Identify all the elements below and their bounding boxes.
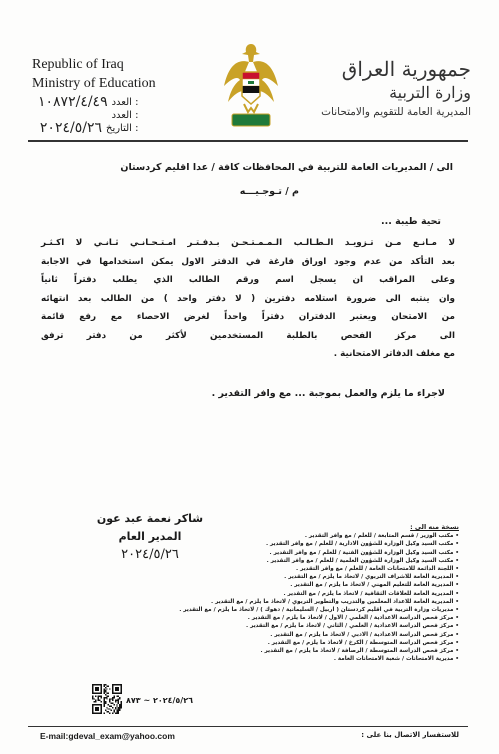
subject-line: م / تـوجـيـــه (239, 186, 299, 197)
letter-body (41, 234, 455, 364)
copy-recipient: • مركز فحص الدراسة المتوسطة / الرصافة / لاتخاذ ما يلزم / مع التقدير . (260, 648, 459, 655)
ref-number-label: العدد : (111, 97, 139, 108)
ref-date-row (38, 122, 139, 135)
ref-number-row (38, 96, 139, 109)
footer-contact: للاستفسار الاتصال بنا على : (361, 731, 459, 739)
copy-recipient: • مركز فحص الدراسة الاعدادية / العلمي / الاول / لاتخاذ ما يلزم / مع التقدير . (247, 615, 459, 622)
footer-email: E-mail:gdeval_exam@yahoo.com (40, 731, 175, 741)
header-arabic (301, 56, 471, 120)
copy-recipient: • مكتب السيد وكيل الوزارة للشؤون الادارية / للعلم / مع وافر التقدير . (265, 541, 459, 548)
copy-recipient: • مكتب السيد وكيل الوزارة للشؤون العلمية / للعلم / مع وافر التقدير . (266, 557, 459, 564)
ref-date-value: ٢٠٢٤/٥/٢٦ (39, 120, 102, 136)
reference-block (38, 96, 139, 135)
copies-title: نسخة منه الى : (410, 523, 459, 531)
header-english (32, 55, 182, 93)
signatory-name: شاكر نعمة عبد عون (96, 512, 204, 525)
greeting-line: تحية طيبة ... (381, 216, 441, 227)
copy-recipient: • المديرية العامة للاشراف التربوي / لاتخاذ ما يلزم / مع التقدير . (284, 574, 459, 581)
ref-number-value: ١٠٨٧٢/٤/٤٩ (38, 94, 108, 110)
footer-divider (28, 726, 468, 727)
body-line: وعلى المراقب ان يسجل اسم ورقم الطالب الذي يطلب دفتراً ثانياً (41, 275, 455, 285)
copy-recipient: • مديرية الامتحانات / شعبة الامتحانات العامة . (333, 656, 459, 663)
ref-no-label: العدد : (111, 110, 139, 121)
copy-recipient: • المديرية العامة للتعليم المهني / لاتخاذ ما يلزم / مع التقدير . (290, 582, 459, 589)
document-number: ٢٠٢٤/٥/٢٦ ~ ٨٧٣ (126, 696, 193, 705)
body-line: وان ينتبه الى ضرورة استلامه دفترين ( لا دفتر واحد ) من الطالب بعد انتهائه (41, 293, 455, 304)
addressee-line: الى / المديريات العامة للتربية في المحافظات كافة / عدا اقليم كردستان (120, 162, 453, 173)
ministry-line: Ministry of Education (32, 76, 156, 91)
qr-code-icon (92, 684, 122, 714)
body-line: مع مغلف الدفاتر الامتحانية . (333, 349, 455, 359)
copy-recipient: • المديرية العامة للاعداد المعلمين والتدريب والتطوير التربوي / لاتخاذ ما يلزم / مع التقدير . (211, 598, 459, 605)
body-line: بعد التأكد من عدم وجود اوراق فارغة في الدفتر الاول يمكن استخدامها في الاجابة (41, 256, 455, 267)
body-line: الى مركز الفحص بالطلبة المستخدمين لأكثر من دفتر ترفق (41, 330, 455, 341)
copy-recipient: • مكتب الوزير / قسم المتابعة / للعلم / مع وافر التقدير . (304, 533, 459, 540)
body-line: لا مـانـع مـن تـزويـد الـطـالـب الـمـمـتـحـن بـدفـتـر امـتـحـانـي ثـانـي لا اكـثـر (41, 238, 455, 248)
copy-recipient: • مركز فحص الدراسة الاعدادية / العلمي / الثاني / لاتخاذ ما يلزم / مع التقدير . (246, 623, 459, 630)
directorate-arabic: المديرية العامة للتقويم والامتحانات (321, 106, 471, 118)
header-divider (28, 140, 468, 142)
copy-recipient: • اللجنة الدائمة للامتحانات العامة / للعلم / مع وافر التقدير . (296, 566, 459, 573)
copies-list (169, 523, 459, 663)
ref-date-label: التاريخ : (105, 123, 139, 134)
copy-recipient: • مديريات وزارة التربية في اقليم كردستان ( اربيل / السليمانية / دهوك ) / لاتخاذ ما يلزم / مع التقدير . (179, 607, 459, 614)
closing-line: لاجراء ما يلزم والعمل بموجبة ... مع وافر التقدير . (211, 388, 445, 399)
copy-recipient: • مركز فحص الدراسة الاعدادية / الادبي / لاتخاذ ما يلزم / مع التقدير . (270, 631, 459, 638)
body-line: من الامتحان ويعتبر الدفتران دفتراً واحداً لغرض الاحصاء مع رفع قائمة (41, 312, 455, 322)
republic-arabic: جمهورية العراق (341, 57, 471, 81)
copy-recipient: • مكتب السيد وكيل الوزارة للشؤون الفنية / للعلم / مع وافر التقدير . (269, 549, 459, 556)
signatory-title: المدير العام (118, 530, 182, 543)
ministry-arabic: وزارة التربية (389, 83, 471, 102)
iraq-eagle-emblem-icon (222, 40, 280, 132)
republic-line: Republic of Iraq (32, 57, 124, 72)
copy-recipient: • المديرية العامة للعلاقات الثقافية / لاتخاذ ما يلزم / مع التقدير . (283, 590, 459, 597)
copy-recipient: • مركز فحص الدراسة المتوسطة / الكرخ / لاتخاذ ما يلزم / مع التقدير . (267, 639, 459, 646)
signature-date: ٢٠٢٤/٥/٢٦ (121, 547, 179, 562)
